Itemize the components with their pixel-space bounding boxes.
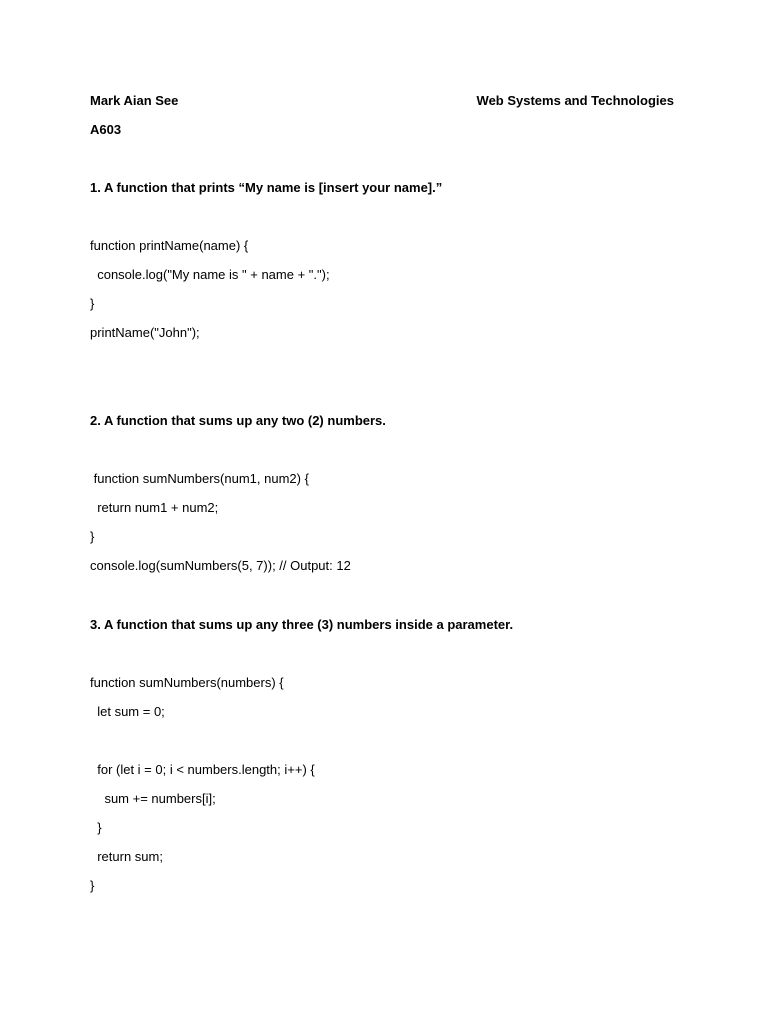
code-line: console.log("My name is " + name + ".");	[90, 267, 330, 282]
question-1-heading: 1. A function that prints “My name is [insert your name].”	[90, 180, 443, 195]
code-line: let sum = 0;	[90, 704, 165, 719]
code-line: }	[90, 529, 95, 544]
code-line: function sumNumbers(num1, num2) {	[90, 471, 309, 486]
code-line: for (let i = 0; i < numbers.length; i++) {	[90, 762, 315, 777]
code-line: printName("John");	[90, 325, 200, 340]
code-line: function printName(name) {	[90, 238, 249, 253]
code-line: }	[90, 820, 102, 835]
code-line: return sum;	[90, 849, 163, 864]
question-3-heading: 3. A function that sums up any three (3) numbers inside a parameter.	[90, 617, 514, 632]
code-line: function sumNumbers(numbers) {	[90, 675, 284, 690]
code-line: console.log(sumNumbers(5, 7)); // Output: 12	[90, 558, 351, 573]
section-code: A603	[90, 122, 122, 137]
code-line: sum += numbers[i];	[90, 791, 216, 806]
author-name: Mark Aian See	[90, 93, 179, 108]
code-line: return num1 + num2;	[90, 500, 219, 515]
code-line: }	[90, 296, 95, 311]
question-2-heading: 2. A function that sums up any two (2) numbers.	[90, 413, 386, 428]
code-line: }	[90, 878, 95, 893]
course-title: Web Systems and Technologies	[476, 93, 674, 108]
